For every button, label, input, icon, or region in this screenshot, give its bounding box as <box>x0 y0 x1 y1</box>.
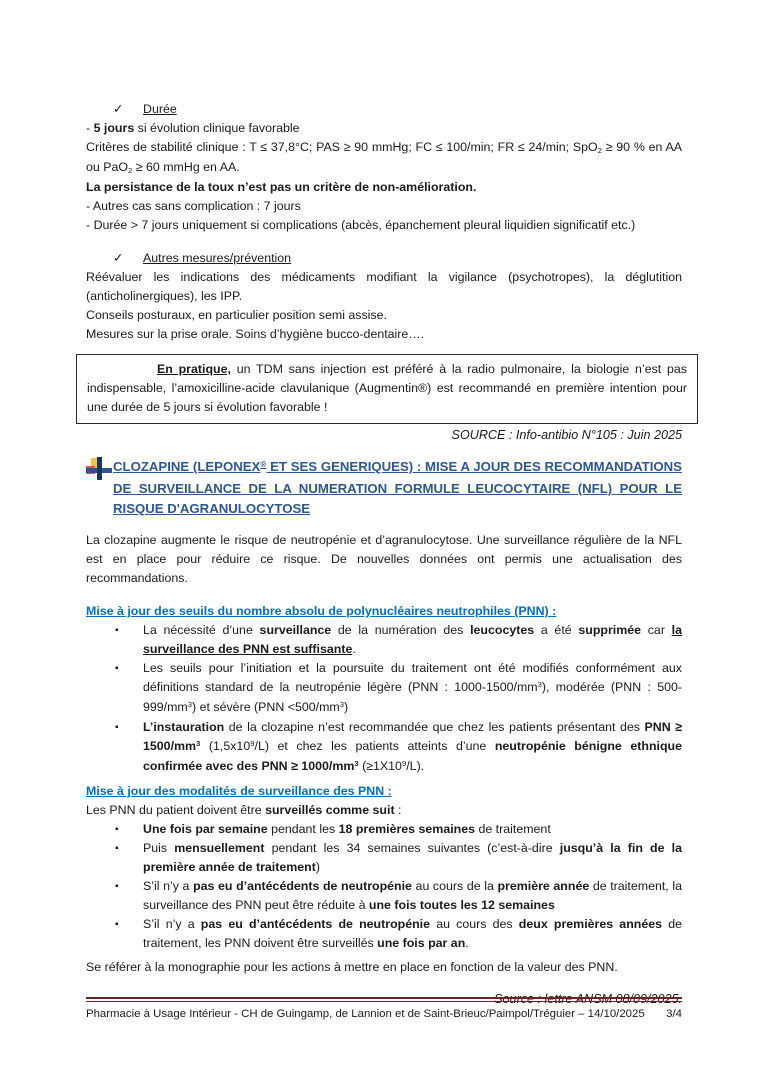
bullet-text: L’instauration de la clozapine n’est recommandée que chez les patients présentant des PNN ≥ $1500/mm^3$ $(1,5x10^9/L)$ et chez les patients atteints d’une neutropénie bénigne ethnique confirmée avec des PNN ≥ $1000/mm^3$ $(\ge 1X10^9/L)$. <box>143 720 683 773</box>
paragraph-mesures-prise-orale: Mesures sur la prise orale. Soins d’hygiène bucco-dentaire…. <box>86 327 425 341</box>
source-note-ansm: Source : lettre ANSM 08/09/2025. <box>494 992 682 1006</box>
page-number: 3/4 <box>666 1008 682 1020</box>
en-pratique-box: En pratique, un TDM sans injection est préféré à la radio pulmonaire, la biologie n’est pas indispensable, l’amoxicilline-acide clavulanique (Augmentin®) est recommandé en première intention pour une durée de 5 jours si évolution favorable ! <box>76 354 698 424</box>
bullet-une-fois-par-semaine <box>86 820 682 839</box>
paragraph-se-referer: Se référer à la monographie pour les actions à mettre en place en fonction de la valeur des PNN. <box>86 960 618 974</box>
bullet-text: S’il n’y a pas eu d’antécédents de neutropénie au cours des deux premières années de traitement, les PNN doivent être surveillés une fois par an. <box>143 917 682 950</box>
square-bullet-icon: ▪ <box>115 824 119 835</box>
bullet-mensuellement <box>86 839 682 877</box>
paragraph-reevaluer: Réévaluer les indications des médicaments modifiant la vigilance (psychotropes), la déglutition (anticholinergiques), les IPP. <box>86 270 682 303</box>
square-bullet-icon: ▪ <box>115 625 119 636</box>
square-bullet-icon: ▪ <box>115 663 119 674</box>
checkmark-icon: ✓ <box>113 251 124 265</box>
check-item-autres-mesures <box>86 249 682 268</box>
bullet-premiere-annee <box>86 877 682 915</box>
bullet-text: Puis mensuellement pendant les 34 semaines suivantes (c’est-à-dire jusqu’à la fin de la première année de traitement) <box>143 841 682 874</box>
checkmark-icon: ✓ <box>113 102 124 116</box>
colored-plus-icon <box>86 457 113 481</box>
bullet-instauration <box>86 718 682 777</box>
document-page <box>86 100 687 1009</box>
check-item-duree-label: Durée <box>143 102 177 116</box>
bullet-text: La nécessité d’une surveillance de la numération des leucocytes a été supprimée car la surveillance des PNN est suffisante. <box>143 623 682 656</box>
paragraph-autres-cas: - Autres cas sans complication : 7 jours <box>86 199 301 213</box>
square-bullet-icon: ▪ <box>115 881 119 892</box>
bullet-surveillance-leucocytes <box>86 621 682 659</box>
page-footer <box>86 997 682 1022</box>
paragraph-conseils-posturaux: Conseils posturaux, en particulier position semi assise. <box>86 308 387 322</box>
bullet-deux-premieres-annees <box>86 915 682 953</box>
paragraph-duree-7-jours: - Durée > 7 jours uniquement si complications (abcès, épanchement pleural liquidien significatif etc.) <box>86 218 636 232</box>
paragraph-clozapine-intro: La clozapine augmente le risque de neutropénie et d’agranulocytose. Une surveillance régulière de la NFL est en place pour réduire ce risque. De nouvelles données ont permis une actualisation des recommandations. <box>86 533 682 585</box>
bullet-seuils-initiation <box>86 659 682 718</box>
check-item-autres-mesures-label: Autres mesures/prévention <box>143 251 292 265</box>
footer-text: Pharmacie à Usage Intérieur - CH de Guingamp, de Lannion et de Saint-Brieuc/Paimpol/Tréguier – 14/10/2025 <box>86 1008 645 1020</box>
square-bullet-icon: ▪ <box>115 919 119 930</box>
bullet-text: Les seuils pour l’initiation et la poursuite du traitement ont été modifiés conformément aux définitions standard de la neutropénie légère (PNN : $1000-1500/mm^3$), modérée (PNN : $500-999/mm^3$) et sévère $(PNN <500/mm^3)$ <box>143 661 682 714</box>
subheading-modalites-pnn: Mise à jour des modalités de surveillance des PNN : <box>86 784 392 798</box>
square-bullet-icon: ▪ <box>115 722 119 733</box>
paragraph-persistance-toux: La persistance de la toux n’est pas un critère de non-amélioration. <box>86 180 477 194</box>
clozapine-heading-text: CLOZAPINE (LEPONEX® ET SES GENERIQUES) : MISE A JOUR DES RECOMMANDATIONS DE SURVEILLANCE DE LA NUMERATION FORMULE LEUCOCYTAIRE (NFL) POUR LE RISQUE D'AGRANULOCYTOSE <box>113 459 682 516</box>
subheading-seuils-pnn: Mise à jour des seuils du nombre absolu de polynucléaires neutrophiles (PNN) : <box>86 604 557 618</box>
clozapine-article-heading <box>86 457 682 519</box>
bullet-text: Une fois par semaine pendant les 18 premières semaines de traitement <box>143 822 551 836</box>
check-item-duree <box>86 100 682 119</box>
source-note-info-antibio: SOURCE : Info-antibio N°105 : Juin 2025 <box>451 428 682 442</box>
bullet-text: S’il n’y a pas eu d’antécédents de neutropénie au cours de la première année de traitement, la surveillance des PNN peut être réduite à une fois toutes les 12 semaines <box>143 879 682 912</box>
square-bullet-icon: ▪ <box>115 843 119 854</box>
paragraph-5jours: - 5 jours si évolution clinique favorable <box>86 121 300 135</box>
paragraph-criteres-stabilite: Critères de stabilité clinique : T ≤ 37,8°C; PAS ≥ 90 mmHg; FC ≤ 100/min; FR ≤ 24/min; SpO2 ≥ 90 % en AA ou PaO2 ≥ 60 mmHg en AA. <box>86 140 682 175</box>
paragraph-pnn-suivi: Les PNN du patient doivent être surveillés comme suit : <box>86 803 402 817</box>
